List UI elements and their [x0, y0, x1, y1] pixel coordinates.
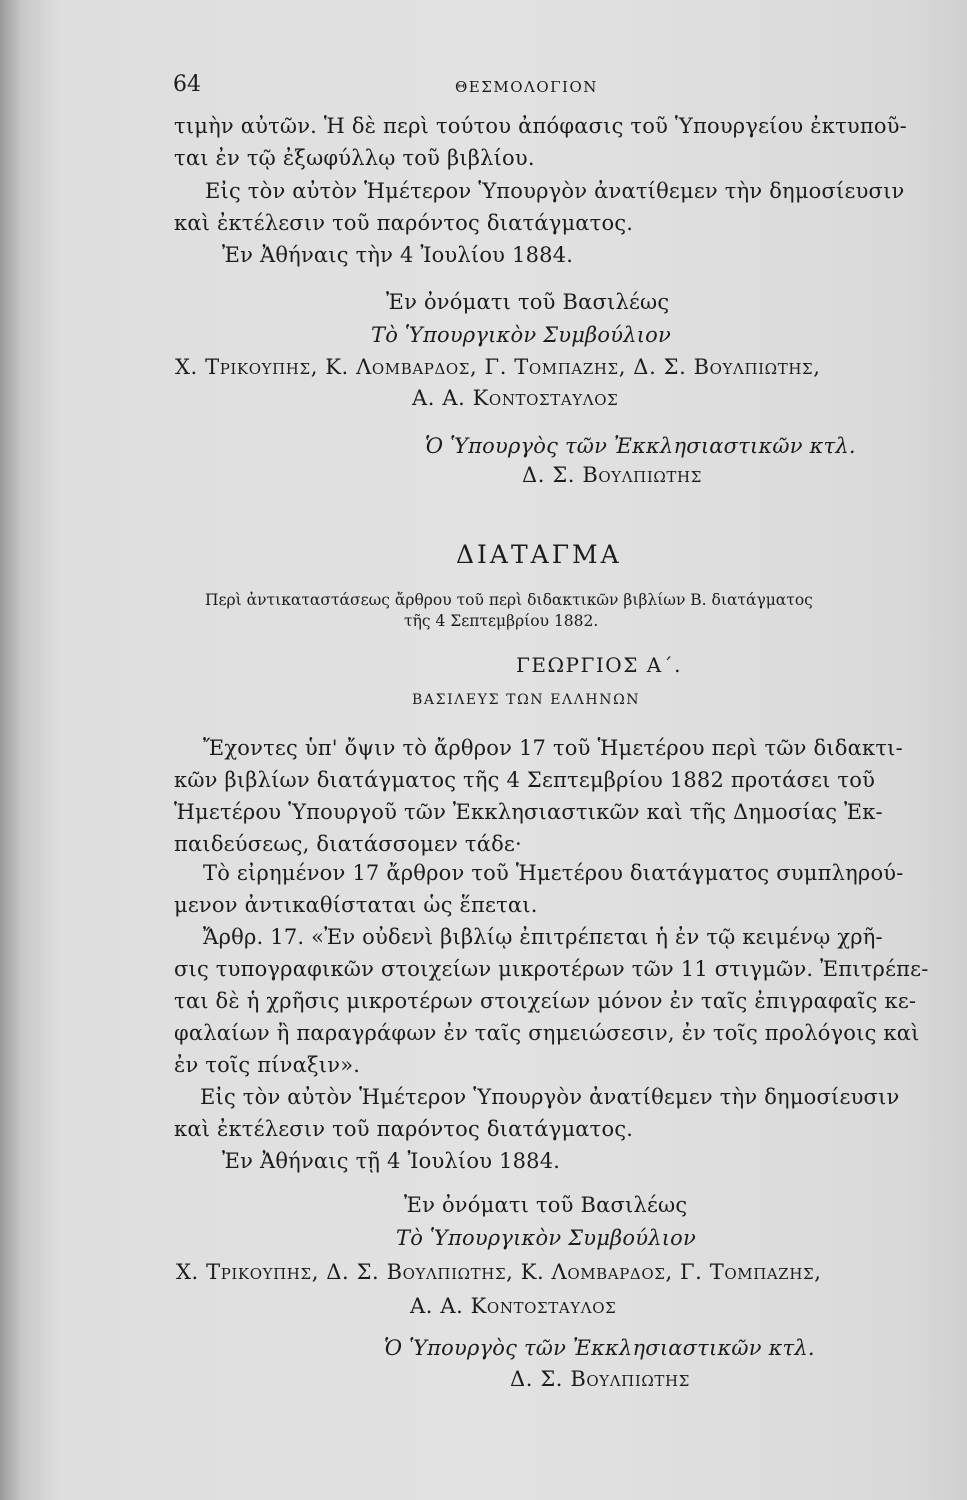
- signatures-line: Α. Α. Κοντοσταυλος: [410, 1294, 617, 1318]
- text-line: Ἄρθρ. 17. «Ἐν οὐδενὶ βιβλίῳ ἐπιτρέπεται ἡ ἐν τῷ κειμένῳ χρῆ-: [203, 925, 883, 949]
- decree-title: ΔΙΑΤΑΓΜΑ: [456, 540, 622, 569]
- signatures-line: Α. Α. Κοντοσταυλος: [412, 386, 619, 410]
- decree-subtitle: Περὶ ἀντικαταστάσεως ἄρθρου τοῦ περὶ διδακτικῶν βιβλίων Β. διατάγματος: [205, 591, 813, 609]
- running-head: ΘΕΣΜΟΛΟΓΙΟΝ: [455, 78, 598, 96]
- date-line: Ἐν Ἀθήναις τῇ 4 Ἰουλίου 1884.: [222, 1149, 561, 1173]
- text-line: ἐν τοῖς πίναξιν».: [174, 1053, 361, 1077]
- cabinet-council: Τὸ Ὑπουργικὸν Συμβούλιον: [371, 323, 671, 347]
- text-line: ται δὲ ἡ χρῆσις μικροτέρων στοιχείων μόνον ἐν ταῖς ἐπιγραφαῖς κε-: [174, 989, 917, 1013]
- minister-name: Δ. Σ. Βουλπιωτης: [522, 463, 702, 487]
- text-line: Ἔχοντες ὑπ' ὄψιν τὸ ἄρθρον 17 τοῦ Ἡμετέρου περὶ τῶν διδακτι-: [203, 736, 903, 760]
- text-line: ται ἐν τῷ ἐξωφύλλῳ τοῦ βιβλίου.: [174, 146, 535, 170]
- signatures-line: Χ. Τρικουπης, Κ. Λομβαρδος, Γ. Τομπαζης, Δ. Σ. Βουλπιωτης,: [175, 355, 821, 379]
- text-line: τιμὴν αὐτῶν. Ἡ δὲ περὶ τούτου ἀπόφασις τοῦ Ὑπουργείου ἐκτυποῦ-: [174, 114, 907, 138]
- king-title: ΒΑΣΙΛΕΥΣ ΤΩΝ ΕΛΛΗΝΩΝ: [412, 692, 641, 708]
- in-name-of-king: Ἐν ὀνόματι τοῦ Βασιλέως: [404, 1193, 688, 1217]
- cabinet-council: Τὸ Ὑπουργικὸν Συμβούλιον: [396, 1226, 696, 1250]
- text-line: παιδεύσεως, διατάσσομεν τάδε·: [174, 832, 522, 856]
- text-line: Τὸ εἰρημένον 17 ἄρθρον τοῦ Ἡμετέρου διατάγματος συμπληρού-: [203, 861, 904, 885]
- text-line: Ἡμετέρου Ὑπουργοῦ τῶν Ἐκκλησιαστικῶν καὶ τῆς Δημοσίας Ἐκ-: [174, 800, 883, 824]
- minister-name: Δ. Σ. Βουλπιωτης: [510, 1367, 690, 1391]
- text-line: Εἰς τὸν αὐτὸν Ἡμέτερον Ὑπουργὸν ἀνατίθεμεν τὴν δημοσίευσιν: [205, 179, 905, 203]
- text-line: μενον ἀντικαθίσταται ὡς ἕπεται.: [174, 893, 538, 917]
- signatures-line: Χ. Τρικουπης, Δ. Σ. Βουλπιωτης, Κ. Λομβαρδος, Γ. Τομπαζης,: [176, 1260, 822, 1284]
- text-line: σις τυπογραφικῶν στοιχείων μικροτέρων τῶν 11 στιγμῶν. Ἐπιτρέπε-: [174, 957, 929, 981]
- minister-title: Ὁ Ὑπουργὸς τῶν Ἐκκλησιαστικῶν κτλ.: [384, 1336, 815, 1360]
- text-line: φαλαίων ἢ παραγράφων ἐν ταῖς σημειώσεσιν, ἐν τοῖς προλόγοις καὶ: [174, 1021, 920, 1045]
- text-line: καὶ ἐκτέλεσιν τοῦ παρόντος διατάγματος.: [174, 211, 634, 235]
- in-name-of-king: Ἐν ὀνόματι τοῦ Βασιλέως: [386, 290, 670, 314]
- decree-subtitle: τῆς 4 Σεπτεμβρίου 1882.: [404, 612, 599, 630]
- text-line: κῶν βιβλίων διατάγματος τῆς 4 Σεπτεμβρίου 1882 προτάσει τοῦ: [174, 768, 876, 792]
- text-line: Εἰς τὸν αὐτὸν Ἡμέτερον Ὑπουργὸν ἀνατίθεμεν τὴν δημοσίευσιν: [200, 1085, 900, 1109]
- king-name: ΓΕΩΡΓΙΟΣ Α΄.: [516, 653, 682, 677]
- date-line: Ἐν Ἀθήναις τὴν 4 Ἰουλίου 1884.: [222, 243, 574, 267]
- minister-title: Ὁ Ὑπουργὸς τῶν Ἐκκλησιαστικῶν κτλ.: [425, 434, 856, 458]
- text-line: καὶ ἐκτέλεσιν τοῦ παρόντος διατάγματος.: [174, 1117, 634, 1141]
- page-number: 64: [173, 72, 201, 97]
